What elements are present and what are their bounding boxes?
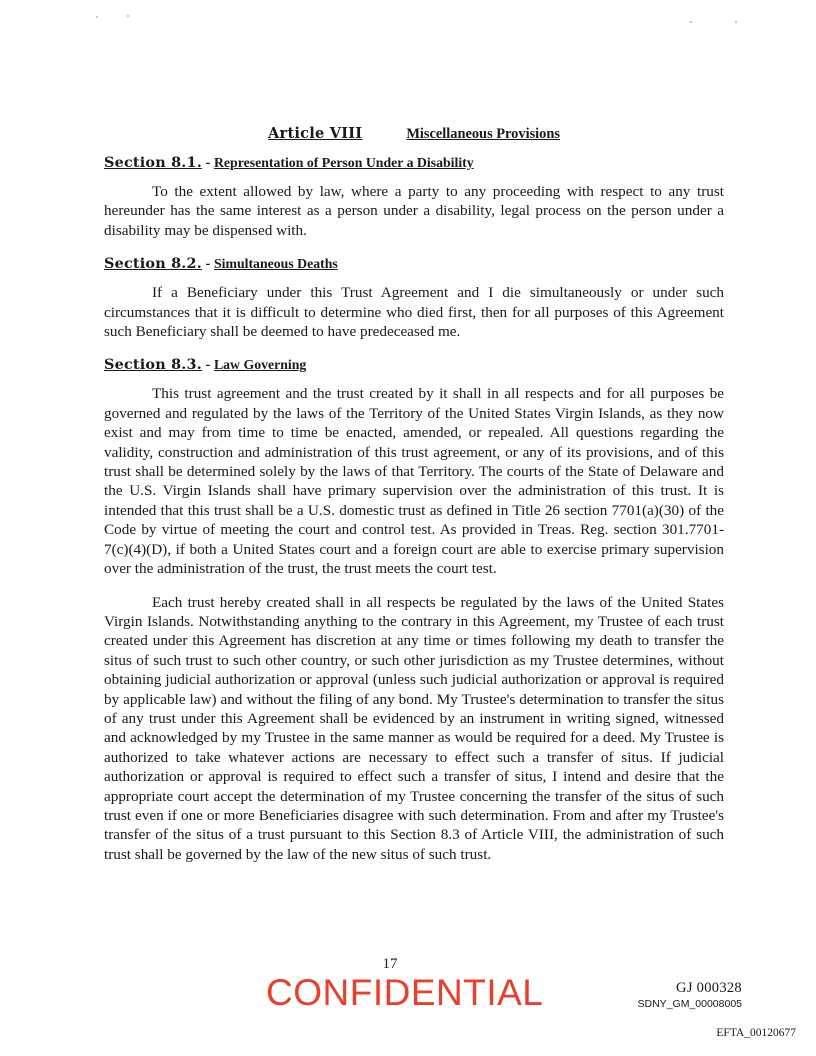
section-dash: -: [201, 357, 214, 374]
scan-speck: [735, 21, 737, 23]
section-dash: -: [201, 155, 214, 171]
section-label: Section 8.1.: [104, 154, 202, 171]
article-label: Article VIII: [268, 125, 363, 142]
bates-number-efta: EFTA_00120677: [716, 1027, 796, 1039]
bates-number-sdny: SDNY_GM_00008005: [637, 998, 742, 1010]
article-heading: [104, 124, 724, 144]
scan-speck: [690, 21, 692, 23]
section-8-2-paragraph: If a Beneficiary under this Trust Agreement and I die simultaneously or under such circumstances that it is difficult to determine who died first, then for all purposes of this Agreement such Beneficiary shall be deemed to have predeceased me.: [104, 284, 724, 341]
confidential-stamp: CONFIDENTIAL: [266, 972, 544, 1013]
section-8-3-paragraph-1: This trust agreement and the trust created by it shall in all respects and for all purposes be governed and regulated by the laws of the Territory of the United States Virgin Islands, as they now exist and may from time to time be enacted, amended, or repealed. All questions regarding the validity, construction and administration of this trust agreement, or any of its provisions, and of this trust shall be determined solely by the laws of that Territory. The courts of the State of Delaware and the U.S. Virgin Islands shall have primary supervision over the administration of this trust. It is intended that this trust shall be a U.S. domestic trust as defined in Title 26 section 7701(a)(30) of the Code by virtue of meeting the court and control test. As provided in Treas. Reg. section 301.7701-7(c)(4)(D), if both a United States court and a foreign court are able to exercise primary supervision over the administration of the trust, the trust meets the court test.: [104, 385, 724, 578]
section-title: Law Governing: [213, 357, 307, 373]
section-title: Representation of Person Under a Disability: [213, 155, 474, 170]
section-heading-8-2: [104, 254, 724, 274]
section-label: Section 8.2.: [104, 255, 202, 273]
document-body: [104, 124, 724, 878]
page-number: 17: [382, 956, 398, 972]
article-title: Miscellaneous Provisions: [406, 126, 560, 142]
section-heading-8-1: [104, 153, 724, 173]
scan-speck: [96, 16, 98, 18]
section-title: Simultaneous Deaths: [213, 256, 338, 272]
section-dash: -: [201, 256, 214, 273]
section-heading-8-3: [104, 355, 724, 375]
bates-number-gj: GJ 000328: [676, 980, 742, 996]
section-label: Section 8.3.: [104, 356, 202, 374]
section-8-3-paragraph-2: Each trust hereby created shall in all respects be regulated by the laws of the United States Virgin Islands. Notwithstanding anything to the contrary in this Agreement, my Trustee of each trust created under this Agreement has discretion at any time or times following my death to transfer the situs of such trust to such other country, or such other jurisdiction as my Trustee determines, without obtaining judicial authorization or approval (unless such judicial authorization or approval is required by applicable law) and without the filing of any bond. My Trustee's determination to transfer the situs of any trust under this Agreement shall be evidenced by an instrument in writing signed, witnessed and acknowledged by my Trustee in the same manner as would be required for a deed. My Trustee is authorized to take whatever actions are necessary to effect such a transfer of situs. If judicial authorization or approval is required to effect such a transfer of situs, I intend and desire that the appropriate court accept the determination of my Trustee concerning the transfer of the situs of such trust even if one or more Beneficiaries disagree with such determination. From and after my Trustee's transfer of the situs of a trust pursuant to this Section 8.3 of Article VIII, the administration of such trust shall be governed by the law of the new situs of such trust.: [104, 593, 724, 863]
scan-speck: [127, 15, 129, 17]
section-8-1-paragraph: To the extent allowed by law, where a party to any proceeding with respect to any trust hereunder has the same interest as a person under a disability, legal process on the person under a disability may be dispensed with.: [104, 183, 724, 239]
